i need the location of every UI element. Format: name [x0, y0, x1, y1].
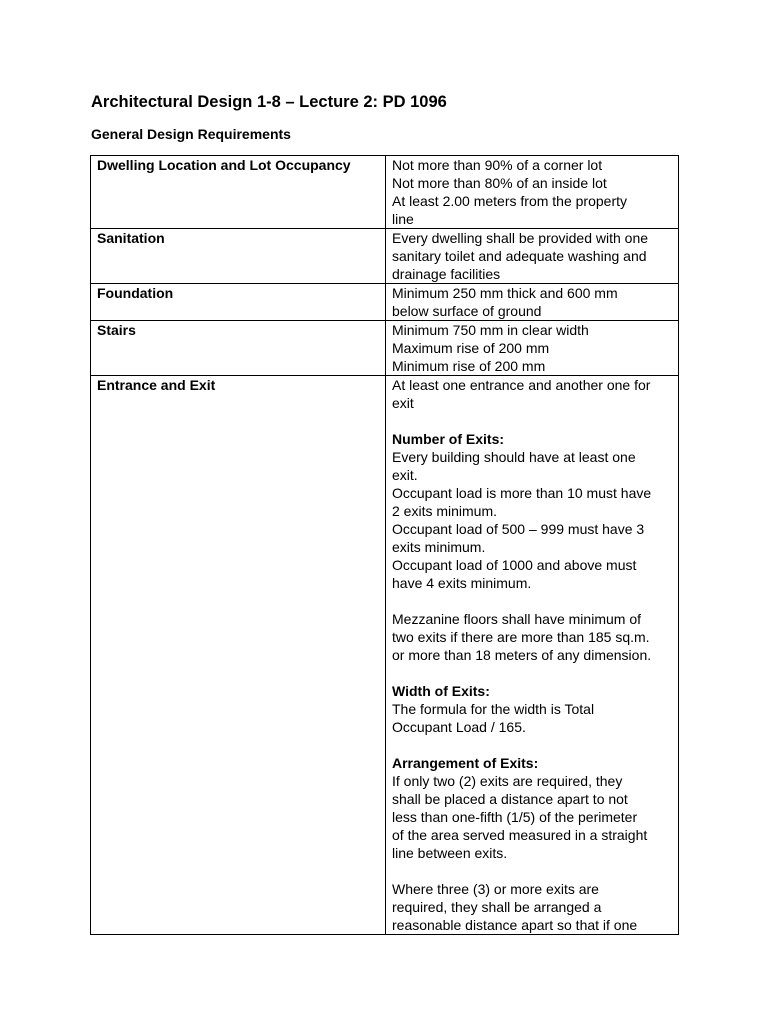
text-line: Occupant load of 500 – 999 must have 3 — [392, 521, 645, 537]
text-line: The formula for the width is Total — [392, 701, 595, 717]
text-line: two exits if there are more than 185 sq.m. — [392, 629, 650, 645]
text-line: line between exits. — [392, 845, 508, 861]
text-line: 2 exits minimum. — [392, 503, 498, 519]
row-content-sanitation — [386, 229, 679, 284]
row-content-foundation — [386, 284, 679, 321]
row-label-lot-occupancy: Dwelling Location and Lot Occupancy — [91, 156, 386, 229]
text-line: shall be placed a distance apart to not — [392, 791, 628, 807]
text-line: required, they shall be arranged a — [392, 899, 602, 915]
text-line: If only two (2) exits are required, they — [392, 773, 623, 789]
text-line: exit. — [392, 467, 418, 483]
text-line: drainage facilities — [392, 266, 501, 282]
text-line: exits minimum. — [392, 539, 486, 555]
row-label-sanitation: Sanitation — [91, 229, 386, 284]
paragraph-gap — [392, 592, 672, 610]
text-line: or more than 18 meters of any dimension. — [392, 647, 652, 663]
paragraph-gap — [392, 862, 672, 880]
paragraph-gap — [392, 664, 672, 682]
number-of-exits-heading: Number of Exits: — [392, 431, 505, 447]
text-line: less than one-fifth (1/5) of the perimeter — [392, 809, 638, 825]
text-line: Occupant Load / 165. — [392, 719, 526, 735]
text-line: exit — [392, 395, 414, 411]
text-line: have 4 exits minimum. — [392, 575, 532, 591]
text-line: below surface of ground — [392, 303, 542, 319]
text-line: line — [392, 211, 414, 227]
text-line: reasonable distance apart so that if one — [392, 917, 638, 933]
text-line: Every building should have at least one — [392, 449, 636, 465]
text-line: At least 2.00 meters from the property — [392, 193, 627, 209]
text-line: Occupant load is more than 10 must have — [392, 485, 652, 501]
text-line: Mezzanine floors shall have minimum of — [392, 611, 641, 627]
table-row — [91, 376, 679, 935]
text-line: Every dwelling shall be provided with one — [392, 230, 649, 246]
document-title: Architectural Design 1-8 – Lecture 2: PD 1096 — [91, 93, 447, 111]
row-label-entrance-exit: Entrance and Exit — [91, 376, 386, 935]
row-content-entrance-exit — [386, 376, 679, 935]
paragraph-gap — [392, 736, 672, 754]
text-line: sanitary toilet and adequate washing and — [392, 248, 647, 264]
text-line: Not more than 80% of an inside lot — [392, 175, 607, 191]
text-line: Occupant load of 1000 and above must — [392, 557, 637, 573]
text-line: of the area served measured in a straight — [392, 827, 648, 843]
text-line: At least one entrance and another one for — [392, 377, 651, 393]
row-content-stairs — [386, 321, 679, 376]
paragraph-gap — [392, 412, 672, 430]
text-line: Minimum rise of 200 mm — [392, 358, 546, 374]
table-row — [91, 229, 679, 284]
width-of-exits-heading: Width of Exits: — [392, 683, 490, 699]
requirements-table — [90, 155, 679, 935]
arrangement-of-exits-heading: Arrangement of Exits: — [392, 755, 539, 771]
text-line: Where three (3) or more exits are — [392, 881, 599, 897]
table-row — [91, 156, 679, 229]
table-row — [91, 321, 679, 376]
row-label-stairs: Stairs — [91, 321, 386, 376]
text-line: Maximum rise of 200 mm — [392, 340, 550, 356]
text-line: Minimum 750 mm in clear width — [392, 322, 589, 338]
text-line: Not more than 90% of a corner lot — [392, 157, 603, 173]
row-label-foundation: Foundation — [91, 284, 386, 321]
table-row — [91, 284, 679, 321]
text-line: Minimum 250 mm thick and 600 mm — [392, 285, 618, 301]
row-content-lot-occupancy — [386, 156, 679, 229]
document-subtitle: General Design Requirements — [91, 126, 291, 142]
